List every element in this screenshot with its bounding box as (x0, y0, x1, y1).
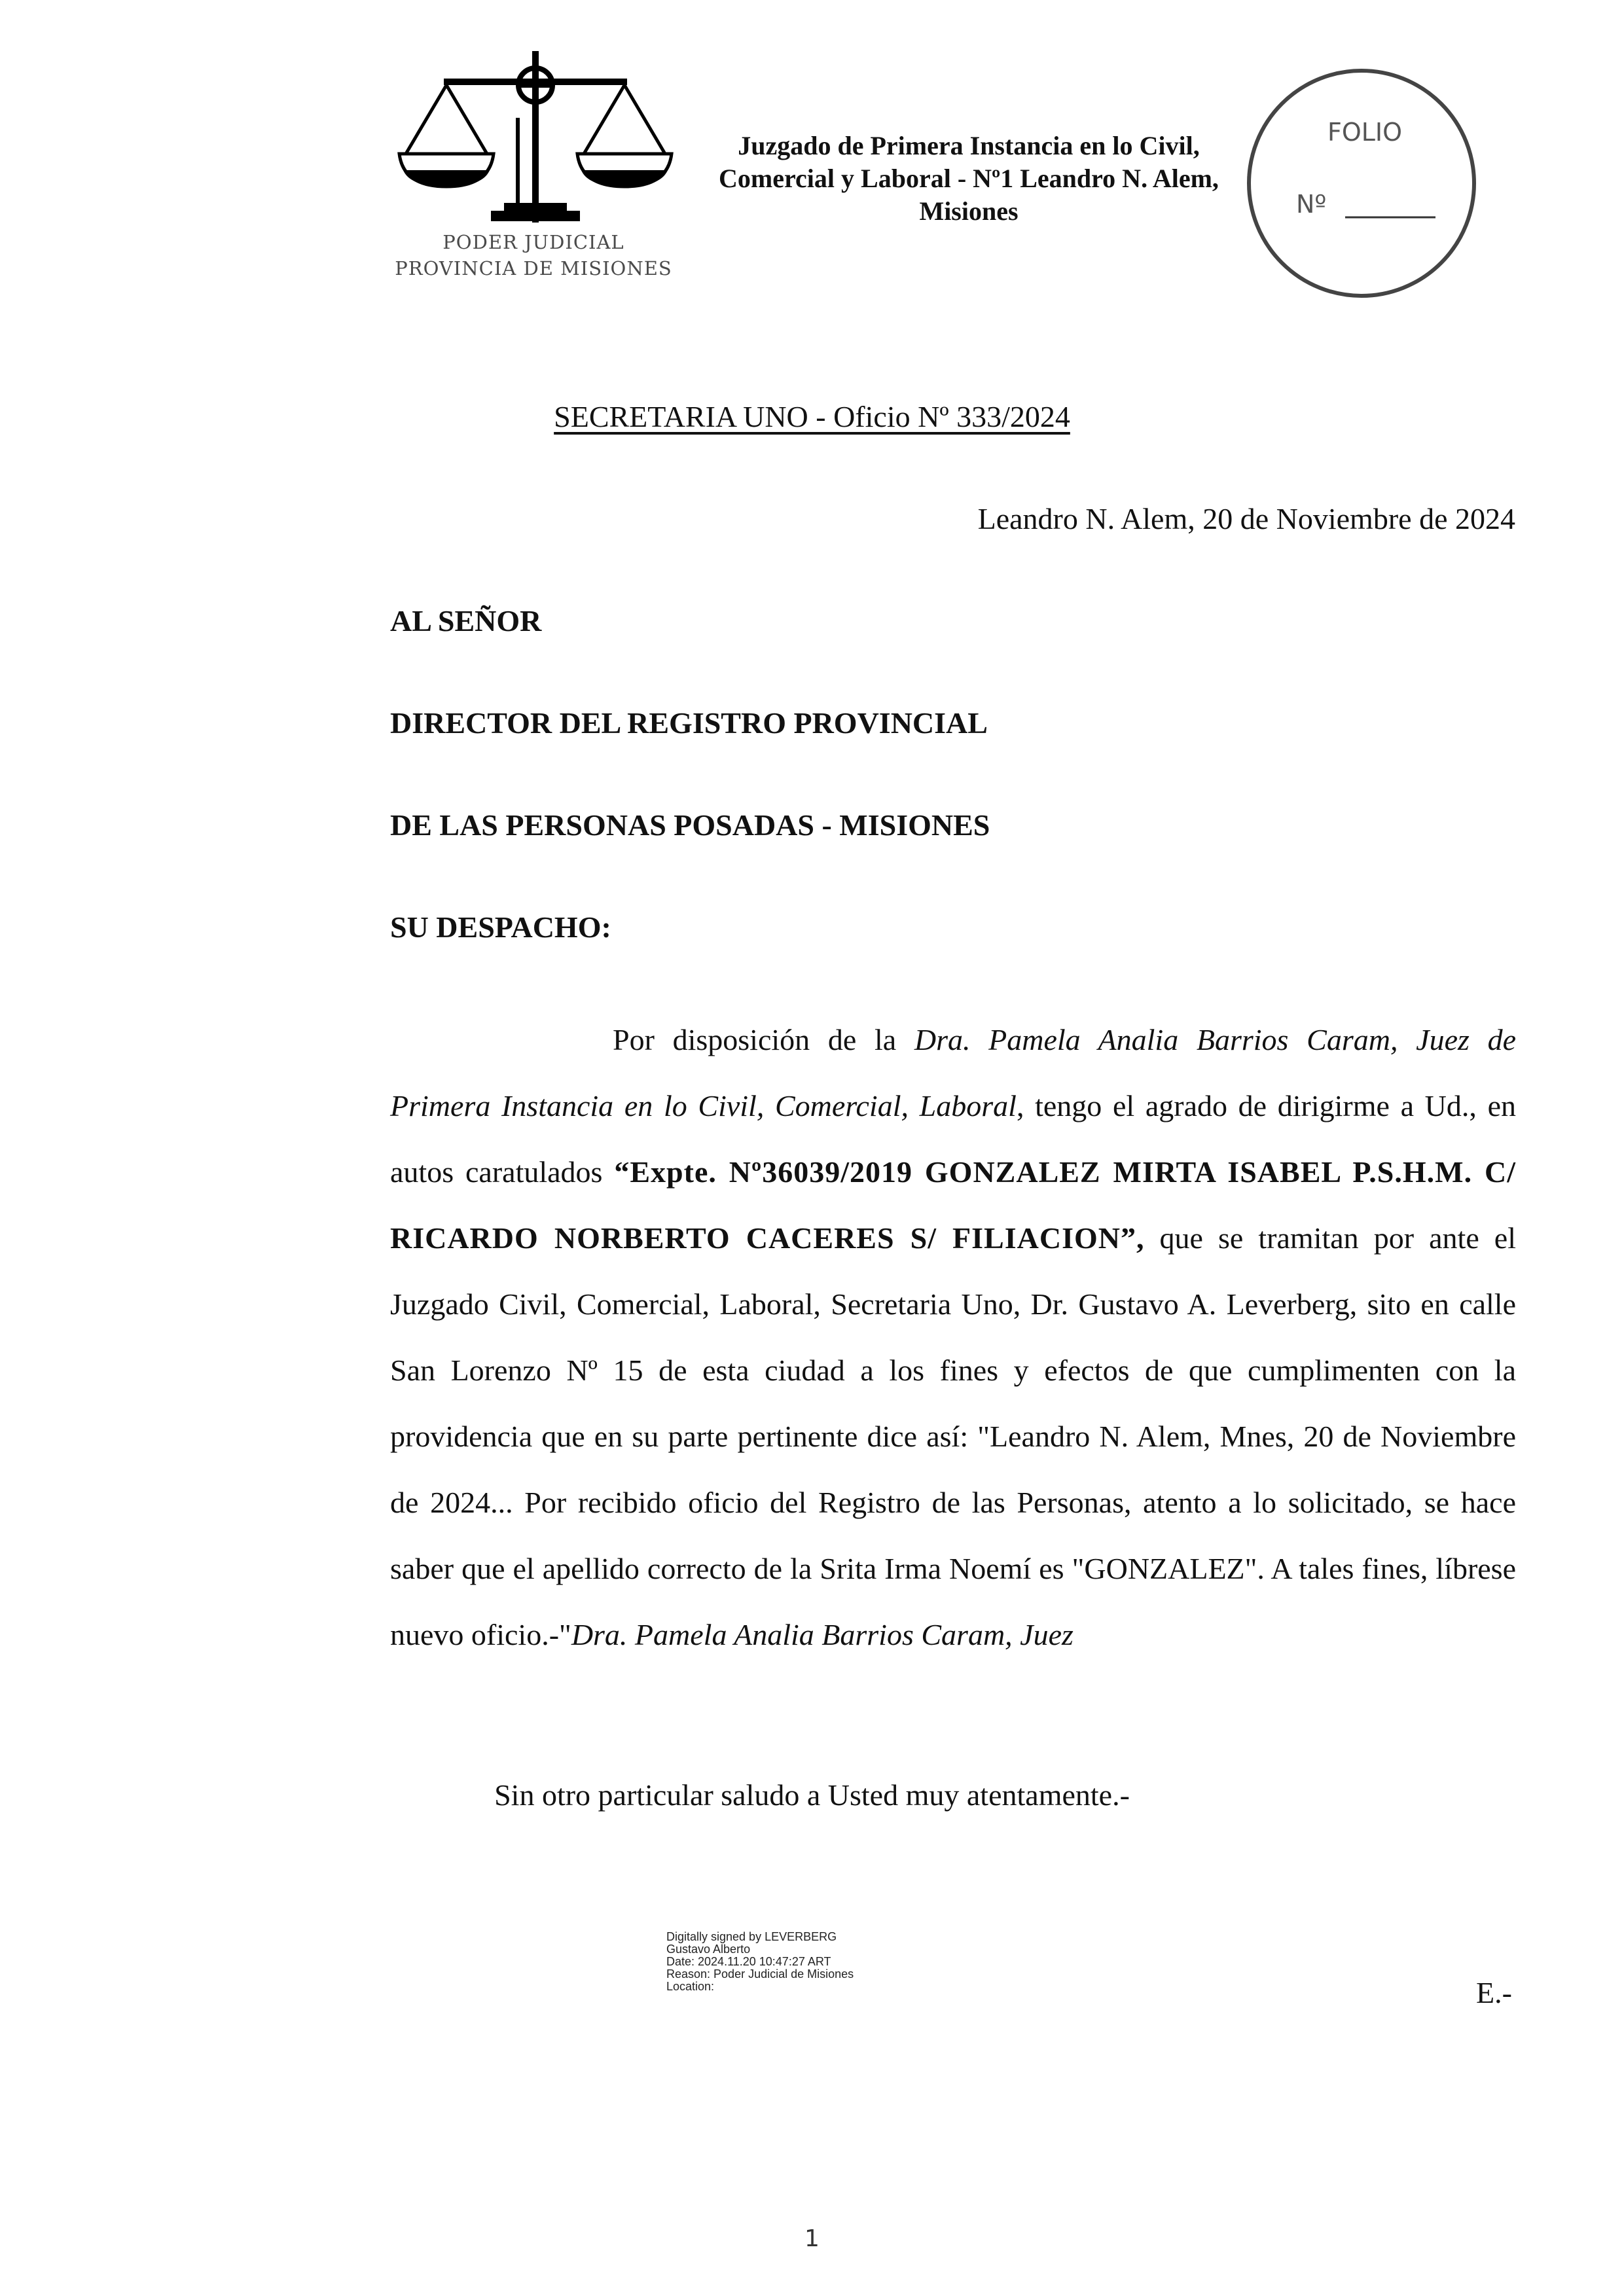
addressee-line1: AL SEÑOR (390, 604, 542, 637)
digital-signature (666, 1931, 854, 1993)
signature-line1: Digitally signed by LEVERBERG (666, 1930, 837, 1943)
signature-line2: Gustavo Alberto (666, 1943, 751, 1956)
stamp-number-label: Nº (1296, 190, 1327, 219)
body-part1: Por disposición de la (613, 1023, 914, 1056)
court-title-line2: Comercial y Laboral - Nº1 Leandro N. Alem, (719, 164, 1219, 193)
closing-line: Sin otro particular saludo a Usted muy atentamente.- (494, 1778, 1130, 1812)
court-title-line3: Misiones (919, 196, 1019, 226)
folio-stamp (1240, 65, 1483, 301)
poder-judicial-logo (393, 39, 687, 295)
court-title-line1: Juzgado de Primera Instancia en lo Civil, (738, 131, 1200, 160)
signature-line4: Reason: Poder Judicial de Misiones (666, 1967, 854, 1981)
judge-name: Dra. Pamela Analia Barrios Caram, Juez de Primera Instancia en lo Civil, Comercial, Laboral (390, 1023, 1516, 1122)
scales-of-justice-icon (393, 39, 687, 295)
signature-line5: Location: (666, 1980, 715, 1993)
addressee-line3: DE LAS PERSONAS POSADAS - MISIONES (390, 808, 990, 842)
date-line: Leandro N. Alem, 20 de Noviembre de 2024 (977, 502, 1515, 535)
court-title (681, 130, 1257, 228)
body-paragraph (390, 1007, 1516, 1668)
initials: E.- (1476, 1976, 1512, 2009)
addressee-line2: DIRECTOR DEL REGISTRO PROVINCIAL (390, 706, 988, 740)
stamp-circle (1249, 71, 1474, 296)
signature-line3: Date: 2024.11.20 10:47:27 ART (666, 1955, 831, 1968)
oficio-heading: SECRETARIA UNO - Oficio Nº 333/2024 (554, 400, 1070, 433)
logo-line1: PODER JUDICIAL (442, 231, 624, 253)
body-part2: , tengo el agrado de dirigirme a Ud., en autos caratulados (390, 1089, 1516, 1189)
judge-signature-text: Dra. Pamela Analia Barrios Caram, Juez (571, 1618, 1074, 1651)
logo-line2: PROVINCIA DE MISIONES (395, 257, 672, 279)
stamp-label: FOLIO (1327, 118, 1403, 147)
addressee-line4: SU DESPACHO: (390, 910, 611, 944)
body-part3: que se tramitan por ante el Juzgado Civil, Comercial, Laboral, Secretaria Uno, Dr. Gustavo A. Leverberg, sito en calle San Lorenzo Nº 15 de esta ciudad a los fines y efectos de que cumplimenten con la providencia que en su parte pertinente dice así: "Leandro N. Alem, Mnes, 20 de Noviembre de 2024... Por recibido oficio del Registro de las Personas, atento a lo solicitado, se hace saber que el apellido correcto de la Srita Irma Noemí es "GONZALEZ". A tales fines, líbrese nuevo oficio.-" (390, 1221, 1516, 1651)
case-title: “Expte. Nº36039/2019 GONZALEZ MIRTA ISABEL P.S.H.M. C/ RICARDO NORBERTO CACERES S/ FILIACION”, (390, 1155, 1516, 1255)
page-number: 1 (804, 2225, 820, 2252)
